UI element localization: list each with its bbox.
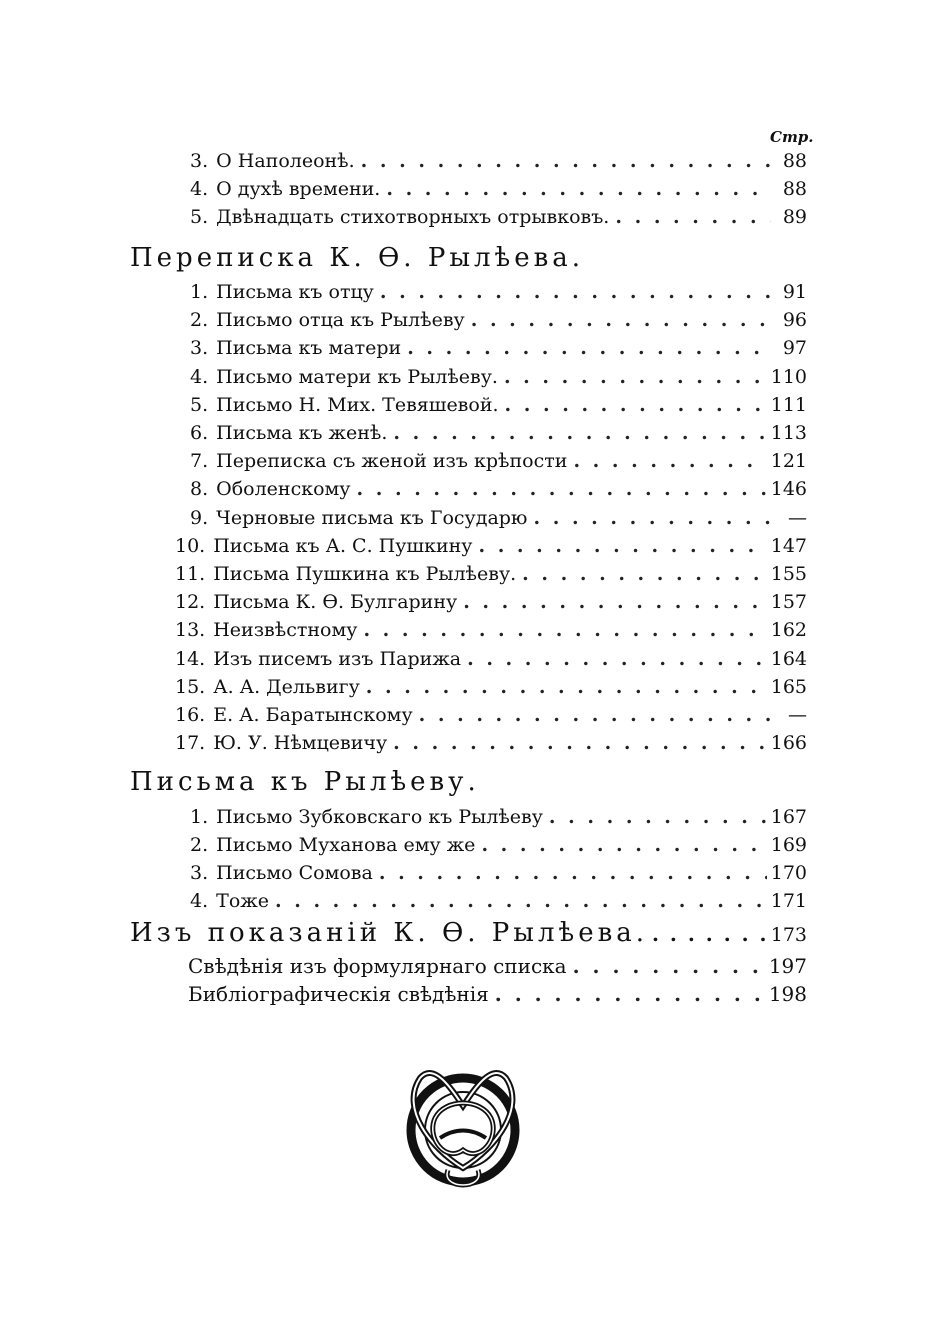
leader-dots — [475, 831, 766, 859]
entry-label: Письма къ женѣ. — [216, 422, 388, 444]
entry-label: Черновые письма къ Государю — [216, 506, 528, 529]
leader-dots — [387, 729, 767, 757]
entry-page: 111 — [770, 393, 807, 416]
entry-label: О духѣ времени. — [216, 178, 381, 200]
entry-label: Письмо матери къ Рылѣеву. — [216, 365, 498, 388]
entry-label: Оболенскому — [216, 478, 351, 501]
entry-page: 170 — [770, 862, 807, 884]
entry-page: 97 — [782, 337, 807, 360]
entry-number: 6. — [190, 422, 209, 444]
entry-page: 198 — [768, 982, 807, 1006]
entry-page: 166 — [770, 732, 807, 755]
toc-entry — [190, 203, 807, 231]
leader-dots — [373, 859, 767, 887]
entry-page: 157 — [770, 591, 807, 614]
leader-dots — [609, 203, 771, 231]
leader-dots — [269, 887, 767, 915]
entry-label: Письма къ отцу — [216, 281, 374, 303]
section-heading: Переписка К. Ѳ. Рылѣева. — [130, 243, 584, 273]
leader-dots — [516, 560, 767, 588]
toc-entry — [190, 859, 807, 887]
entry-page: 113 — [770, 422, 807, 444]
entry-page: 197 — [768, 954, 807, 978]
entry-number: 3. — [190, 862, 209, 884]
toc-entry — [190, 831, 807, 859]
leader-dots — [543, 803, 767, 831]
entry-number: 5. — [190, 393, 209, 416]
entry-page: 164 — [770, 647, 807, 670]
entry-label: Письма К. Ѳ. Булгарину — [213, 591, 458, 614]
entry-page: 89 — [782, 206, 807, 228]
entry-label: Ю. У. Нѣмцевичу — [213, 732, 388, 755]
entry-page: 88 — [782, 178, 807, 200]
leader-dots — [567, 447, 766, 475]
entry-page: 167 — [770, 806, 807, 828]
entry-label: Свѣдѣнія изъ формулярнаго списка — [188, 954, 567, 978]
entry-number: 13. — [175, 619, 206, 642]
toc-entry — [175, 588, 807, 616]
leader-dots — [374, 278, 771, 306]
toc-entry — [190, 475, 807, 503]
leader-dots — [360, 673, 767, 701]
leader-dots — [387, 419, 766, 447]
entry-page: 88 — [782, 150, 807, 172]
entry-label: Письма къ А. С. Пушкину — [213, 534, 473, 557]
entry-page: 146 — [770, 478, 807, 501]
toc-entry — [190, 447, 807, 475]
entry-number: 14. — [175, 647, 206, 670]
leader-dots — [465, 306, 771, 334]
toc-entry — [190, 306, 807, 334]
entry-number: 4. — [190, 890, 209, 912]
entry-label: Неизвѣстному — [213, 619, 358, 642]
page-column-header: Стр. — [770, 128, 814, 146]
entry-label: Письмо Зубковскаго къ Рылѣеву — [216, 806, 543, 828]
leader-dots — [457, 588, 767, 616]
entry-label: Письма къ матери — [216, 337, 402, 360]
toc-entry — [175, 673, 807, 701]
entry-number: 3. — [190, 150, 209, 172]
leader-dots — [357, 616, 766, 644]
entry-number: 12. — [175, 591, 206, 614]
entry-number: 1. — [190, 281, 209, 303]
entry-page: 171 — [770, 890, 807, 912]
entry-page: — — [788, 704, 807, 726]
section-heading: Письма къ Рылѣеву. — [130, 767, 480, 797]
entry-number: 3. — [190, 337, 209, 360]
entry-number: 9. — [190, 506, 209, 529]
entry-page: 165 — [770, 675, 807, 698]
entry-label: Письма Пушкина къ Рылѣеву. — [213, 563, 517, 585]
entry-label: Письмо отца къ Рылѣеву — [216, 309, 465, 332]
toc-entry — [175, 645, 807, 673]
entry-page: 147 — [770, 534, 807, 557]
entry-label: Письмо Муханова ему же — [216, 834, 476, 856]
entry-page: 110 — [770, 365, 807, 388]
entry-page: 155 — [770, 563, 807, 585]
entry-number: 17. — [175, 732, 206, 755]
entry-label: Библіографическія свѣдѣнія — [188, 982, 489, 1006]
toc-entry — [190, 391, 807, 419]
entry-number: 4. — [190, 365, 209, 388]
toc-entry — [190, 363, 807, 391]
toc-entry — [190, 803, 807, 831]
entry-label: А. А. Дельвигу — [213, 675, 360, 698]
leader-dots — [355, 147, 771, 175]
toc-entry — [190, 334, 807, 362]
entry-number: 4. — [190, 178, 209, 200]
section-heading-with-page — [130, 915, 807, 951]
toc-entry — [188, 952, 807, 980]
toc-entry — [190, 419, 807, 447]
leader-dots — [498, 363, 767, 391]
toc-entry — [190, 504, 807, 532]
leader-dots — [648, 916, 771, 952]
leader-dots — [489, 980, 765, 1008]
leader-dots — [413, 701, 771, 729]
section-title: Изъ показаній К. Ѳ. Рылѣева. — [130, 918, 648, 948]
leader-dots — [499, 391, 767, 419]
entry-number: 8. — [190, 478, 209, 501]
toc-entry — [190, 175, 807, 203]
toc-entry — [175, 701, 807, 729]
leader-dots — [472, 532, 766, 560]
entry-number: 2. — [190, 834, 209, 856]
toc-entry — [190, 147, 807, 175]
leader-dots — [527, 504, 771, 532]
entry-label: О Наполеонѣ. — [216, 150, 355, 172]
entry-number: 5. — [190, 206, 209, 228]
toc-entry — [190, 278, 807, 306]
entry-label: Е. А. Баратынскому — [213, 704, 413, 726]
toc-entry — [175, 616, 807, 644]
toc-entry — [175, 560, 807, 588]
toc-entry — [175, 729, 807, 757]
entry-label: Изъ писемъ изъ Парижа — [213, 647, 462, 670]
entry-number: 11. — [175, 563, 206, 585]
entry-label: Двѣнадцать стихотворныхъ отрывковъ. — [216, 206, 610, 228]
celtic-knot-ornament — [400, 1058, 526, 1200]
leader-dots — [351, 475, 767, 503]
toc-entry — [175, 532, 807, 560]
leader-dots — [567, 952, 765, 980]
entry-page: 91 — [782, 281, 807, 303]
entry-page: 162 — [770, 619, 807, 642]
entry-number: 15. — [175, 675, 206, 698]
entry-page: 96 — [782, 309, 807, 332]
entry-number: 10. — [175, 534, 206, 557]
toc-entry — [188, 980, 807, 1008]
entry-number: 7. — [190, 450, 209, 473]
entry-number: 2. — [190, 309, 209, 332]
entry-label: Переписка съ женой изъ крѣпости — [216, 450, 568, 473]
entry-page: — — [788, 506, 807, 529]
leader-dots — [401, 334, 771, 362]
entry-label: Тоже — [216, 890, 269, 912]
leader-dots — [461, 645, 767, 673]
entry-page: 169 — [770, 834, 807, 856]
entry-number: 1. — [190, 806, 209, 828]
entry-label: Письмо Сомова — [216, 862, 373, 884]
entry-number: 16. — [175, 704, 206, 726]
toc-entry — [190, 887, 807, 915]
leader-dots — [380, 175, 771, 203]
section-page: 173 — [770, 924, 807, 946]
entry-label: Письмо Н. Мих. Тевяшевой. — [216, 393, 499, 416]
entry-page: 121 — [770, 450, 807, 473]
